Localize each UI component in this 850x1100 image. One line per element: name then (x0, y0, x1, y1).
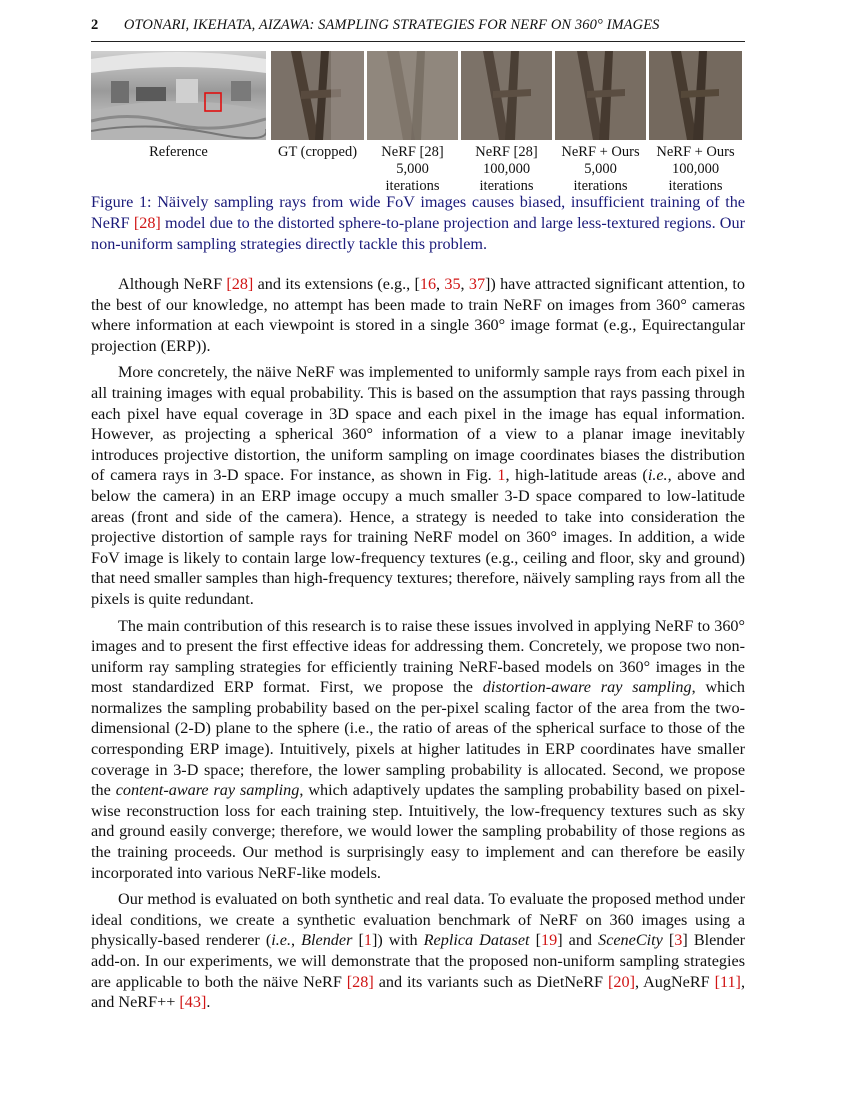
panel-caption-gt (271, 144, 364, 161)
citation-link[interactable]: [28] (133, 214, 161, 232)
figure-reference-link[interactable]: 1 (497, 466, 506, 485)
running-title: OTONARI, IKEHATA, AIZAWA: SAMPLING STRATEGIES FOR NERF ON 360° IMAGES (123, 17, 660, 33)
caption-text: Näively sampling rays from wide FoV images causes biased, insufficient training of the NeRF (91, 193, 745, 232)
nerf-ours-100000-image (649, 51, 742, 140)
nerf-100000-image (461, 51, 552, 140)
panel-caption-nerf-ours-5k (555, 144, 646, 195)
citation-link[interactable]: 1 (363, 931, 372, 950)
page-number: 2 (91, 17, 99, 33)
panel-caption-nerf-100k (461, 144, 552, 195)
caption-line: iterations (573, 178, 628, 194)
caption-line: NeRF + Ours (561, 144, 640, 160)
citation-link[interactable]: 16 (419, 275, 437, 293)
citation-link[interactable]: 37 (468, 275, 486, 293)
citation-link[interactable]: [11] (714, 972, 741, 991)
nerf-5000-image (367, 51, 458, 140)
caption-line: iterations (385, 178, 440, 194)
figure-panel-reference (91, 51, 266, 140)
citation-link[interactable]: [43] (179, 993, 207, 1012)
gt-cropped-image (271, 51, 364, 140)
caption-line: 100,000 (671, 161, 720, 177)
citation-link[interactable]: 35 (444, 275, 461, 293)
figure-panel-nerf-ours-5k (555, 51, 646, 140)
citation-link[interactable]: [20] (608, 972, 635, 991)
figure-caption (91, 192, 745, 255)
body-text (91, 274, 745, 1019)
header-rule (91, 41, 745, 42)
paragraph-1: Although NeRF [28] and its extensions (e.g., [16, 35, 37]) have attracted significant attention, to the best of our knowledge, no attempt has been made to train NeRF on images from 360° cameras where information at each viewpoint is stored in a single 360° image format (e.g., Equirectangular projection (ERP)). (91, 275, 745, 355)
reference-panorama-image (91, 51, 266, 140)
panel-caption-nerf-5k (367, 144, 458, 195)
nerf-ours-5000-image (555, 51, 646, 140)
paragraph-4: Our method is evaluated on both synthetic and real data. To evaluate the proposed method under ideal conditions, we create a synthetic evaluation benchmark of NeRF on 360 images using a physically-based renderer (i.e., Blender [1]) with Replica Dataset [19] and SceneCity [3] Blender add-on. In our experiments, we will demonstrate that the proposed non-uniform sampling strategies are applicable to both the näive NeRF [28] and its variants such as DietNeRF [20], AugNeRF [11], and NeRF++ [43]. (91, 890, 746, 1012)
caption-line: 100,000 (482, 161, 531, 177)
citation-link[interactable]: 19 (541, 931, 558, 950)
running-header (91, 17, 745, 34)
caption-line: 5,000 (396, 161, 429, 177)
caption-line: 5,000 (584, 161, 617, 177)
caption-line: iterations (479, 178, 534, 194)
caption-line: Reference (149, 144, 208, 160)
panel-caption-nerf-ours-100k (649, 144, 742, 195)
caption-text: model due to the distorted sphere-to-plane projection and large less-textured regions. Our non-uniform sampling strategies directly tackle this problem. (91, 214, 745, 253)
panel-caption-reference (91, 144, 266, 161)
figure-panel-nerf-ours-100k (649, 51, 742, 140)
figure-panel-nerf-100k (461, 51, 552, 140)
paragraph-2: More concretely, the näive NeRF was implemented to uniformly sample rays from each pixel in all training images with equal probability. This is based on the assumption that rays passing through each pixel have equal coverage in 3D space and each pixel in the image has equal information. However, as projecting a spherical 360° information of a view to a planar image inevitably introduces projective distortion, the uniform sampling on image coordinates biases the distribution of camera rays in 3-D space. For instance, as shown in Fig. 1, high-latitude areas (i.e., above and below the camera) in an ERP image occupy a much smaller 3-D space compared to low-latitude areas (front and side of the camera). Hence, a strategy is needed to take into consideration the projective distortion of sample rays for training NeRF model on 360° images. In addition, a wide FoV image is likely to contain large low-frequency textures (e.g., ceiling and floor, sky and ground) that need smaller samples than high-frequency textures; therefore, näively sampling rays from all the pixels is quite redundant. (91, 363, 745, 608)
caption-line: iterations (668, 178, 723, 194)
figure-panel-gt (271, 51, 364, 140)
citation-link[interactable]: [28] (226, 275, 254, 293)
figure-label: Figure 1: (91, 193, 152, 211)
caption-line: NeRF [28] (381, 144, 444, 160)
citation-link[interactable]: 3 (674, 931, 683, 950)
caption-line: GT (cropped) (277, 144, 358, 160)
citation-link[interactable]: [28] (346, 972, 374, 991)
caption-line: NeRF [28] (475, 144, 538, 160)
figure-panel-nerf-5k (367, 51, 458, 140)
paragraph-3: The main contribution of this research is to raise these issues involved in applying NeRF to 360° images and to present the first effective ideas for addressing them. Concretely, we propose two non-uniform ray sampling strategies for efficiently training NeRF-based models on 360° images in the most standardized ERP format. First, we propose the distortion-aware ray sampling, which normalizes the sampling probability based on the per-pixel scaling factor of the area from the two-dimensional (2-D) plane to the sphere (i.e., the ratio of areas of the spherical surface to those of the corresponding ERP image). Intuitively, pixels at higher latitudes in ERP coordinates have smaller coverage in 3-D space; therefore, the lower sampling probability is allocated. Second, we propose the content-aware ray sampling, which adaptively updates the sampling probability based on pixel-wise reconstruction loss for each training step. Intuitively, the low-frequency textures such as sky and ground easily converge; therefore, we would lower the sampling probability of those regions as the training proceeds. Our method is surprisingly easy to implement and can therefore be easily incorporated into various NeRF-like models. (91, 616, 746, 882)
caption-line: NeRF + Ours (656, 144, 735, 160)
